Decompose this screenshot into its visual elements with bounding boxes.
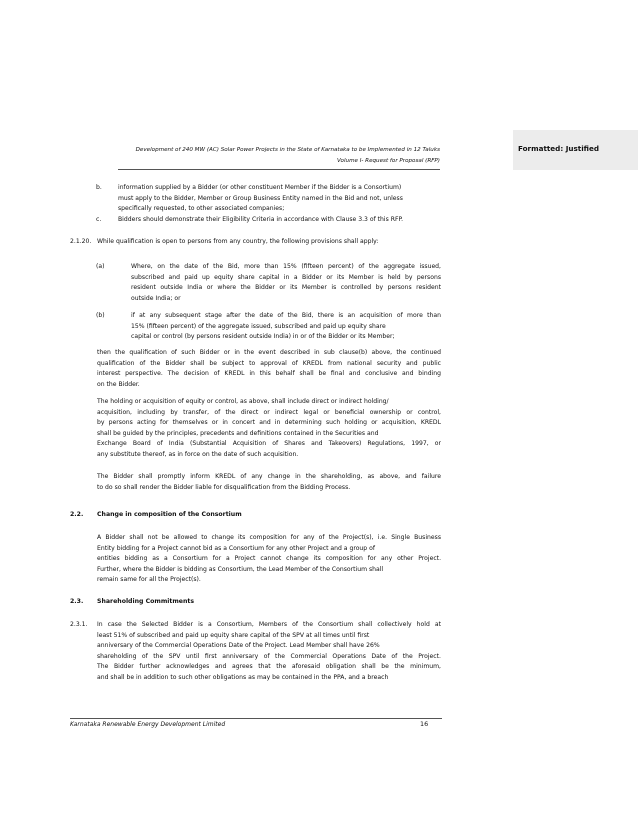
text-line: and shall be in addition to such other obligations as may be contained in the PPA, and a breach <box>97 673 389 681</box>
text-line: Further, where the Bidder is bidding as Consortium, the Lead Member of the Consortium shall <box>97 565 384 573</box>
section-heading: Change in composition of the Consortium <box>97 511 242 518</box>
text-line: least 51% of subscribed and paid up equity share capital of the SPV at all times until first <box>97 631 370 639</box>
text-line: shall be guided by the principles, precedents and definitions contained in the Securities and <box>97 429 379 437</box>
text-line: remain same for all the Project(s). <box>97 576 201 583</box>
text-line: interest perspective. The decision of KREDL in this behalf shall be final and conclusive and binding <box>97 370 441 377</box>
text-line: qualification of the Bidder shall be subject to approval of KREDL from national security and public <box>97 359 441 367</box>
paragraph <box>97 472 441 493</box>
section-number: 2.2. <box>70 511 84 518</box>
list-marker: b. <box>96 184 102 191</box>
text-line: The Bidder shall promptly inform KREDL of any change in the shareholding, as above, and failure <box>97 473 441 480</box>
text-line: acquisition, including by transfer, of the direct or indirect legal or beneficial ownership or control, <box>97 408 441 416</box>
paragraph <box>97 348 441 390</box>
list-item-line: must apply to the Bidder, Member or Group Business Entity named in the Bid and not, unless <box>118 194 403 202</box>
header-rule <box>118 169 440 170</box>
text-line: In case the Selected Bidder is a Consortium, Members of the Consortium shall collectively hold at <box>97 621 441 628</box>
paragraph <box>97 397 441 460</box>
list-marker: c. <box>96 215 102 223</box>
list-item-line: information supplied by a Bidder (or other constituent Member if the Bidder is a Consortium) <box>118 184 402 191</box>
text-line: The Bidder further acknowledges and agrees that the aforesaid obligation shall be the minimum, <box>97 663 441 670</box>
list-item-line: specifically requested, to other associated companies; <box>118 205 285 212</box>
text-line: resident outside India or where the Bidder or its Member is controlled by persons resident <box>131 284 441 291</box>
footer-rule <box>70 718 442 719</box>
section-number: 2.3. <box>70 598 84 605</box>
list-item-line: Bidders should demonstrate their Eligibility Criteria in accordance with Clause 3.3 of this RFP. <box>118 215 404 223</box>
list-marker: (b) <box>96 312 105 319</box>
text-line: outside India; or <box>131 294 181 302</box>
paragraph <box>97 620 441 683</box>
text-line: any substitute thereof, as in force on the date of such acquisition. <box>97 450 299 458</box>
footer-organization: Karnataka Renewable Energy Development Limited <box>70 721 226 728</box>
paragraph <box>97 533 441 586</box>
clause-text: While qualification is open to persons from any country, the following provisions shall apply: <box>97 238 379 245</box>
text-line: on the Bidder. <box>97 380 140 388</box>
header-subtitle: Volume I- Request for Proposal (RFP) <box>337 158 440 164</box>
page-number: 16 <box>420 720 429 728</box>
list-marker: (a) <box>96 263 105 270</box>
formatting-comment-label: Formatted: Justified <box>518 144 600 153</box>
text-line: Exchange Board of India (Substantial Acquisition of Shares and Takeovers) Regulations, 1997, or <box>97 440 441 447</box>
text-line: anniversary of the Commercial Operations Date of the Project. Lead Member shall have 26% <box>97 642 380 649</box>
text-line: A Bidder shall not be allowed to change its composition for any of the Project(s), i.e. Single Business <box>97 534 441 541</box>
clause-number: 2.1.20. <box>70 238 92 245</box>
text-line: Where, on the date of the Bid, more than 15% (fifteen percent) of the aggregate issued, <box>131 263 441 270</box>
text-line: shareholding of the SPV until first anniversary of the Commercial Operations Date of the Project. <box>97 652 441 660</box>
header-title: Development of 240 MW (AC) Solar Power Projects in the State of Karnataka to be Implemented in 12 Taluks <box>135 147 440 153</box>
sub-clause-b <box>131 311 441 343</box>
text-line: 15% (fifteen percent) of the aggregate issued, subscribed and paid up equity share <box>131 322 386 330</box>
text-line: entities bidding as a Consortium for a Project cannot change its composition for any other Project. <box>97 555 441 562</box>
text-line: subscribed and paid up equity share capital in a Bidder or its Member is held by persons <box>131 273 441 281</box>
clause-number: 2.3.1. <box>70 621 88 628</box>
section-heading: Shareholding Commitments <box>97 598 195 605</box>
text-line: by persons acting for themselves or in concert and in determining such holding or acquisition, KREDL <box>97 419 441 426</box>
text-line: then the qualification of such Bidder or in the event described in sub clause(b) above, the continued <box>97 349 441 356</box>
text-line: Entity bidding for a Project cannot bid as a Consortium for any other Project and a group of <box>97 544 375 552</box>
text-line: if at any subsequent stage after the date of the Bid, there is an acquisition of more than <box>131 312 441 319</box>
text-line: to do so shall render the Bidder liable for disqualification from the Bidding Process. <box>97 483 351 491</box>
text-line: The holding or acquisition of equity or control, as above, shall include direct or indirect holding/ <box>97 398 389 405</box>
text-line: capital or control (by persons resident outside India) in or of the Bidder or its Member; <box>131 333 395 340</box>
sub-clause-a <box>131 262 441 304</box>
